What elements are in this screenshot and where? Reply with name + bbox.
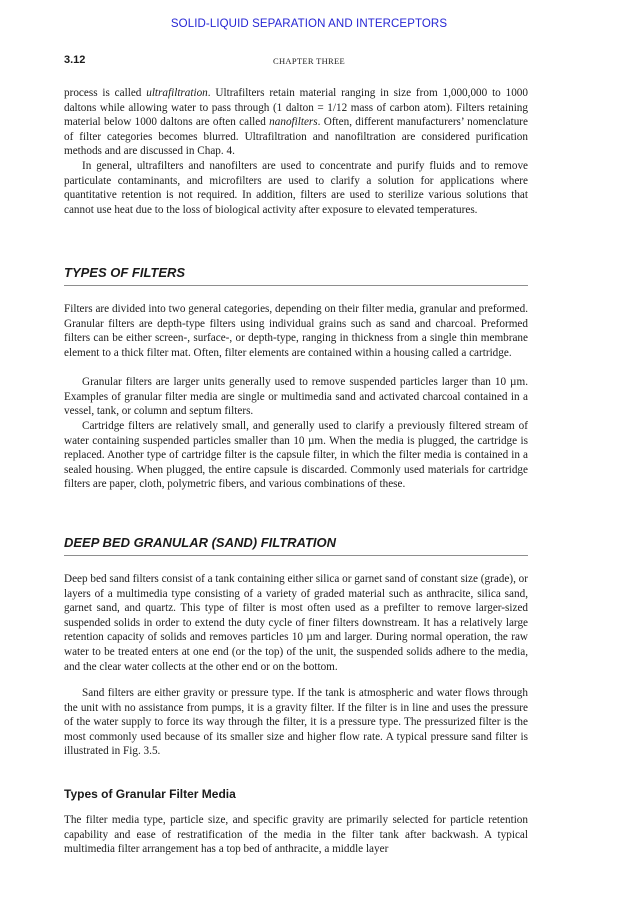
deep-bed-paragraph-2: Sand filters are either gravity or pressure type. If the tank is atmospheric and water flows through the unit with no assistance from pumps, it is a gravity filter. If the filter is in line and uses the pressure of the water supply to force its way through the filter, it is a pressure type. The pressurized filter is the most commonly used because of its smaller size and higher flow rate. A typical pressure sand filter is illustrated in Fig. 3.5. (64, 687, 528, 758)
term-nanofilters: nanofilters (269, 116, 318, 129)
media-paragraph-1: The filter media type, particle size, and specific gravity are primarily selected for particle retention capability and ease of restratification of the media in the filter tank after backwash. A typical multimedia filter arrangement has a top bed of anthracite, a middle layer (64, 814, 528, 856)
deep-bed-paragraph-1: Deep bed sand filters consist of a tank containing either silica or garnet sand of constant size (grade), or layers of a multimedia type consisting of a variety of graded material such as anthracite, silica sand, garnet sand, and quartz. This type of filter is most often used as a prefilter to remove larger-sized suspended solids in order to extend the duty cycle of finer filters downstream. It has a relatively large retention capacity of solids and removes particles 10 µm and larger. During normal operation, the raw water to be treated enters at one end (or the top) of the unit, the suspended solids adhere to the media, and the clear water collects at the other end or on the bottom. (64, 573, 528, 673)
subheading-granular-media: Types of Granular Filter Media (64, 787, 236, 801)
chapter-label: CHAPTER THREE (273, 56, 345, 66)
intro-paragraph-2: In general, ultrafilters and nanofilters are used to concentrate and purify fluids and to remove particulate contaminants, and microfilters are used to clarify a solution for applications where quantitative retention is not required. In addition, filters are used to sterilize various solutions that cannot use heat due to the loss of biological activity after exposure to elevated temperatures. (64, 160, 528, 216)
section-heading-types-of-filters: TYPES OF FILTERS (64, 265, 528, 286)
types-paragraph-2: Granular filters are larger units generally used to remove suspended particles larger than 10 µm. Examples of granular filter media are single or multimedia sand and activated charcoal contained in a vessel, tank, or column and septum filters. (64, 376, 528, 418)
section-heading-deep-bed: DEEP BED GRANULAR (SAND) FILTRATION (64, 535, 528, 556)
types-paragraph-3: Cartridge filters are relatively small, and generally used to clarify a previously filtered stream of water containing suspended particles smaller than 10 µm. When the media is plugged, the cartridge is replaced. Another type of cartridge filter is the capsule filter, in which the filter media is contained in a sealed housing. When plugged, the entire capsule is discarded. Commonly used materials for cartridge filters are paper, cloth, polymetric fibers, and various combinations of these. (64, 420, 528, 491)
types-paragraph-1: Filters are divided into two general categories, depending on their filter media, granular and preformed. Granular filters are depth-type filters using individual grains such as sand and charcoal. Preformed filters can be either screen-, surface-, or depth-type, ranging in thickness from a single thin membrane element to a thick filter mat. Often, filter elements are contained within a housing called a cartridge. (64, 303, 528, 359)
page-number: 3.12 (64, 54, 86, 66)
term-ultrafiltration: ultrafiltration (146, 87, 208, 99)
running-head: SOLID-LIQUID SEPARATION AND INTERCEPTORS (170, 18, 448, 30)
intro-paragraph-1: process is called ultrafiltration. Ultrafilters retain material ranging in size from 1,000,000 to 1000 daltons while allowing water to pass through (1 dalton = 1/12 mass of carbon atom). Filters retaining material below 1000 daltons are often called nanofilters. Often, different manufacturers’ nomenclature of filter categories becomes blurred. Ultrafiltration and nanofiltration are considered purification methods and are discussed in Chap. 4. (64, 87, 528, 158)
